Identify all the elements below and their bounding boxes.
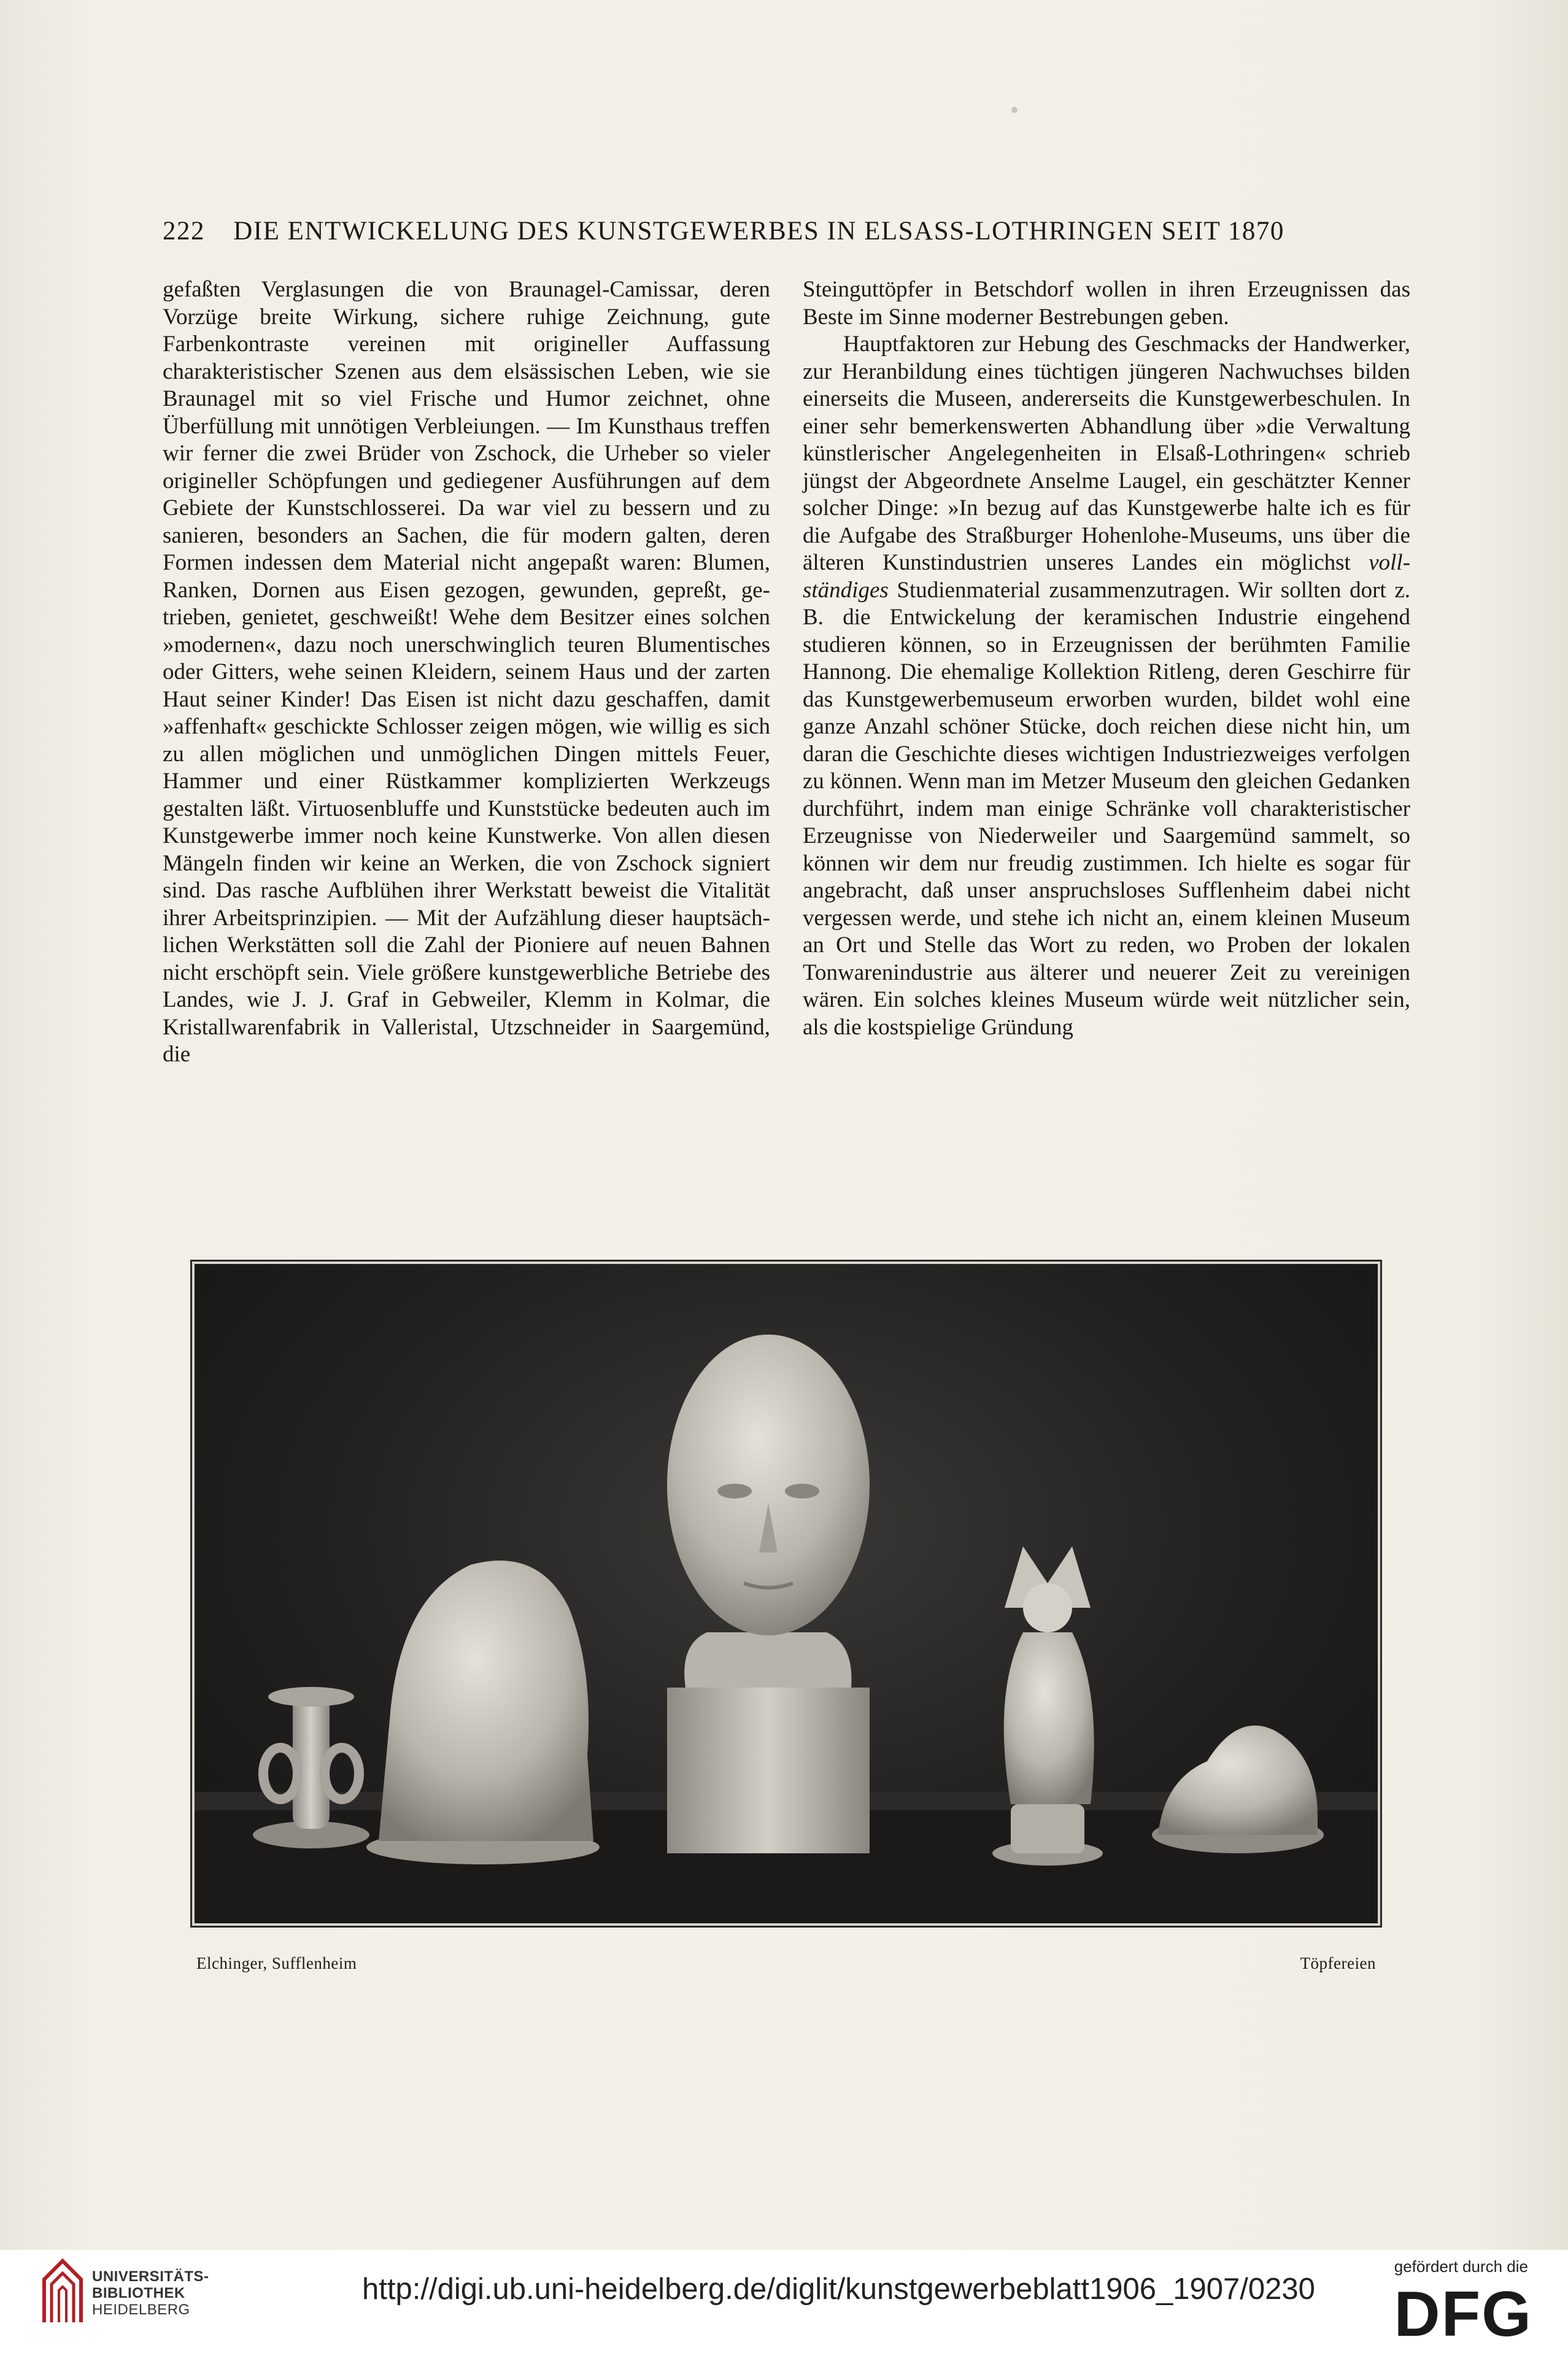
scan-speck	[1011, 107, 1018, 113]
university-library-logo	[38, 2255, 87, 2328]
text-column-right	[803, 276, 1410, 1041]
permalink-url[interactable]: http://digi.ub.uni-heidelberg.de/diglit/kunstgewerbeblatt1906_1907/0230	[362, 2273, 1315, 2306]
head-bust-sculpture	[667, 1335, 870, 1853]
library-name-line: UNIVERSITÄTS-	[92, 2268, 209, 2285]
paragraph: Steinguttöpfer in Betschdorf wollen in ihren Erzeugnissen das Beste im Sinne moderner Bestrebungen geben.	[803, 277, 1410, 330]
pottery-photograph	[192, 1262, 1380, 1926]
paragraph	[803, 331, 1410, 1041]
text-column-left	[163, 276, 770, 1069]
library-name	[92, 2268, 209, 2318]
italic-word: vollständiges	[803, 550, 1411, 603]
page-number: 222	[163, 217, 205, 246]
caption-left: Elchinger, Sufflenheim	[196, 1954, 357, 1972]
paragraph: gefaßten Verglasungen die von Braunagel-Camissar, deren Vorzüge breite Wirkung, sichere ruhige Zeichnung, gute Farbenkontraste vereinen mit origineller Auffassung charakteristischer Szenen aus dem elsässischen Leben, wie sie Braunagel mit so viel Frische und Humor zeichnet, ohne Überfüllung mit unnötigen Verbleiungen. — Im Kunsthaus treffen wir ferner die zwei Brüder von Zschock, die Urheber so vieler origineller Schöpfungen und gediegener Ausführungen auf dem Gebiete der Kunstschlosserei. Da war viel zu bessern und zu sanieren, besonders an Sachen, die für modern galten, deren Formen indessen dem Material nicht angepaßt waren: Blumen, Ranken, Dornen aus Eisen gezogen, gewunden, gepreßt, getrieben, genietet, geschweißt! Wehe dem Besitzer eines solchen »modernen«, dazu noch unerschwinglich teuren Blumentisches oder Gitters, wehe seinen Kleidern, seinem Haus und der zarten Haut seiner Kinder! Das Eisen ist nicht dazu geschaffen, damit »affenhaft« geschickte Schlosser zeigen mögen, wie willig es sich zu allen möglichen und unmöglichen Dingen mittels Feuer, Hammer und einer Rüstkammer komplizierten Werkzeugs gestalten läßt. Virtuosenbluffe und Kunststücke bedeuten auch im Kunstgewerbe immer noch keine Kunstwerke. Von allen diesen Mängeln finden wir keine an Werken, die von Zschock signiert sind. Das rasche Aufblühen ihrer Werkstatt beweist die Vitalität ihrer Arbeitsprinzipien. — Mit der Aufzählung dieser hauptsächlichen Werkstätten soll die Zahl der Pioniere auf neuen Bahnen nicht erschöpft sein. Viele größere kunstgewerbliche Betriebe des Landes, wie J. J. Graf in Gebweiler, Klemm in Kolmar, die Kristallwarenfabrik in Valleristal, Utzschneider in Saargemünd, die	[163, 277, 770, 1067]
caption-right: Töpfereien	[1300, 1954, 1376, 1972]
funding-note: gefördert durch die	[1394, 2257, 1528, 2276]
crouching-figure-sculpture	[366, 1560, 600, 1864]
library-name-line: HEIDELBERG	[92, 2301, 190, 2318]
paragraph-text: Studienmaterial zusammenzutragen. Wir sollten dort z. B. die Entwickelung der keramischen Industrie eingehend studieren können, so in Erzeugnissen der berühmten Familie Hannong. Die ehemalige Kollektion Ritleng, deren Geschirre für das Kunstgewerbemuseum erworben wurden, bildet wohl eine ganze Anzahl schöner Stücke, doch reichen diese nicht hin, um daran die Geschichte dieses wichtigen Industriezweiges verfolgen zu können. Wenn man im Metzer Museum den gleichen Gedanken durchführt, indem man einige Schränke voll charakteristischer Erzeugnisse von Niederweiler und Saargemünd sammelt, so können wir dem nur freudig zustimmen. Ich hielte es sogar für angebracht, daß unser anspruchsloses Sufflenheim dabei nicht vergessen werde, und stehe ich nicht an, einem kleinen Museum an Ort und Stelle das Wort zu reden, wo Proben der lokalen Tonwarenindustrie aus älterer und neuerer Zeit zu vereinigen wären. Ein solches kleines Museum würde weit nützlicher sein, als die kostspielige Gründung	[803, 577, 1410, 1040]
small-animal-group	[1152, 1726, 1324, 1853]
digitization-footer	[0, 2250, 1568, 2353]
running-header	[163, 216, 1316, 246]
running-title: DIE ENTWICKELUNG DES KUNSTGEWERBES IN ELSASS-LOTHRINGEN SEIT 1870	[233, 217, 1284, 246]
paragraph-text: Hauptfaktoren zur Hebung des Geschmacks der Handwerker, zur Heranbildung eines tüchtigen jüngeren Nachwuchses bilden einerseits die Museen, andererseits die Kunstgewerbeschulen. In einer sehr bemerkenswerten Abhandlung über »die Verwaltung künstlerischer Angelegenheiten in Elsaß-Lothringen« schrieb jüngst der Abgeordnete Anselme Laugel, ein geschätzter Kenner solcher Dinge: »In bezug auf das Kunstgewerbe halte ich es für die Aufgabe des Straßburger Hohenlohe-Museums, uns über die älteren Kunstindustrien unseres Landes ein möglichst	[803, 331, 1410, 575]
dfg-logo: DFG	[1394, 2279, 1532, 2350]
photo-illustration	[195, 1264, 1378, 1923]
library-name-line: BIBLIOTHEK	[92, 2285, 185, 2301]
